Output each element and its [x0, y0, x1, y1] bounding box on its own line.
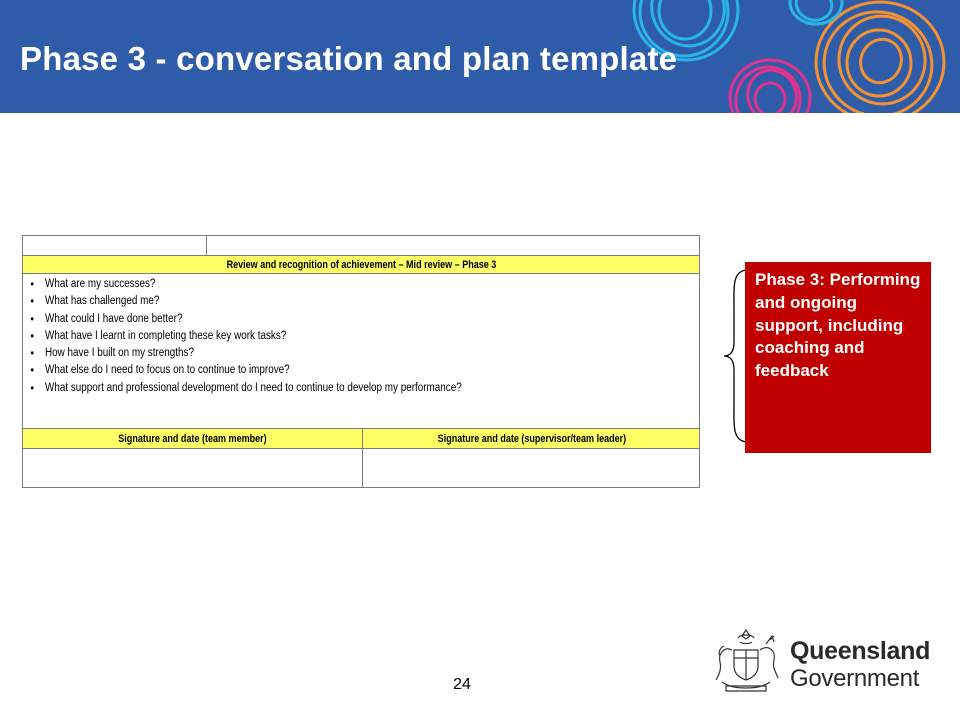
list-item: • How have I built on my strengths? [45, 345, 607, 362]
list-item: • What could I have done better? [45, 311, 607, 328]
list-item: • What else do I need to focus on to continue to improve? [45, 362, 607, 379]
list-item: • What are my successes? [45, 276, 607, 293]
conversation-plan-form [22, 235, 700, 488]
signature-team-member-label: Signature and date (team member) [118, 433, 267, 445]
coat-of-arms-icon [712, 626, 780, 696]
column-divider [362, 449, 363, 487]
list-item: • What has challenged me? [45, 293, 607, 310]
logo-line-queensland: Queensland [790, 637, 931, 665]
signature-supervisor-label: Signature and date (supervisor/team leader) [437, 433, 626, 445]
pink-scribble-circle [729, 60, 810, 113]
queensland-government-logo [712, 626, 931, 698]
page-number: 24 [453, 676, 471, 693]
signature-entry-row [23, 449, 699, 487]
questions-cell [23, 274, 699, 429]
list-item: • What have I learnt in completing these key work tasks? [45, 328, 607, 345]
list-item: • What support and professional development do I need to continue to develop my performance? [45, 380, 607, 397]
question-list [23, 274, 699, 397]
form-top-row [23, 236, 699, 256]
signature-supervisor-header [362, 429, 700, 449]
signature-team-member-header [23, 429, 362, 449]
phase-callout-box [745, 262, 931, 453]
logo-line-government: Government [790, 665, 920, 692]
signature-header-row [23, 429, 699, 449]
column-divider [206, 236, 207, 256]
phase-callout-text: Phase 3: Performing and ongoing support, including coaching and feedback [755, 270, 921, 381]
section-header [23, 256, 699, 274]
title-banner [0, 0, 960, 113]
section-header-text: Review and recognition of achievement – Mid review – Phase 3 [226, 259, 496, 271]
slide-title: Phase 3 - conversation and plan template [20, 40, 678, 77]
